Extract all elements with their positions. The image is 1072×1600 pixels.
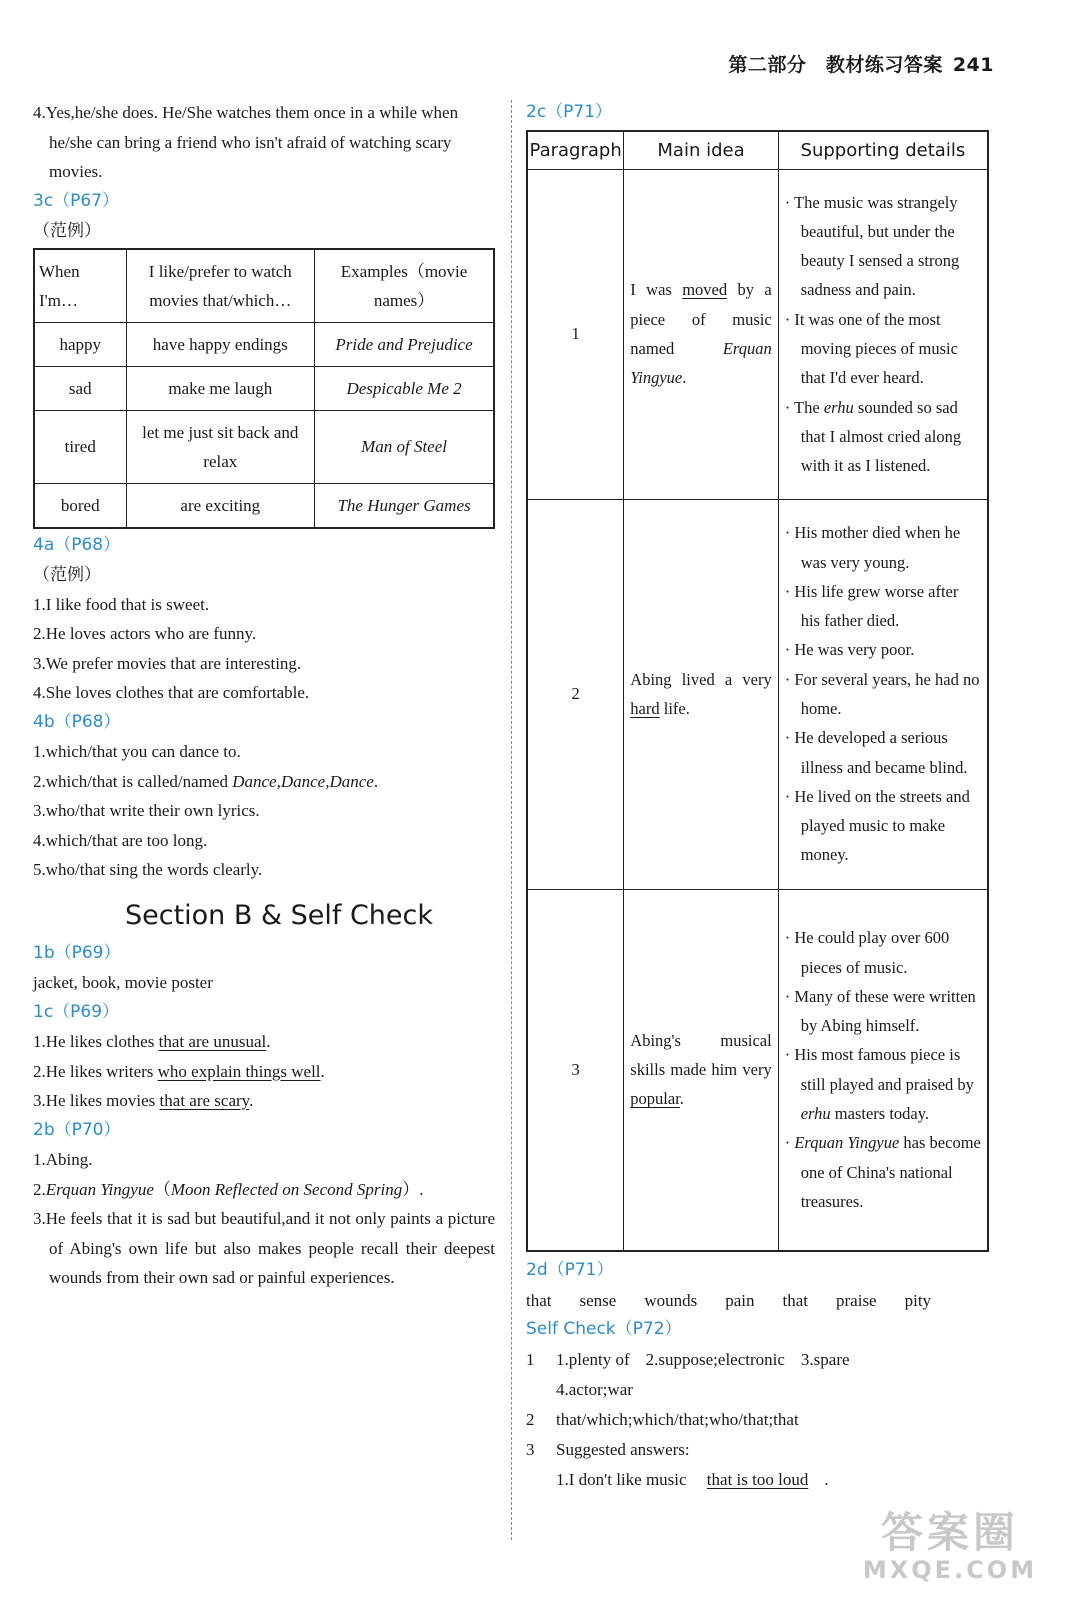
- text: ）.: [402, 1179, 424, 1199]
- text: .: [682, 368, 687, 388]
- table-cell: tired: [34, 410, 126, 483]
- list-item: [785, 393, 981, 481]
- text: The: [794, 397, 824, 417]
- table-row: [527, 889, 988, 1251]
- text: I was: [630, 280, 683, 300]
- italic-term: erhu: [823, 397, 854, 417]
- answer-4b-5: 5.who/that sing the words clearly.: [33, 860, 263, 879]
- watermark-bottom: MXQE.COM: [862, 1556, 1038, 1584]
- page-header: [728, 50, 994, 77]
- label-4a: 4a（P68）: [33, 534, 121, 555]
- text: .: [679, 1089, 684, 1109]
- suggested-answer-1: [556, 1465, 845, 1495]
- table-cell: bored: [34, 483, 126, 528]
- table-cell: [315, 483, 494, 528]
- answer-2b-1: 1.Abing.: [33, 1150, 93, 1169]
- underlined-text: that are scary: [159, 1091, 250, 1110]
- answer-2b-2: [33, 1175, 495, 1205]
- answer-4b-2: [33, 767, 495, 797]
- text: .: [320, 1061, 325, 1081]
- text: masters today.: [830, 1104, 930, 1124]
- column-divider: [511, 100, 512, 1540]
- list-item: · He was very poor.: [785, 635, 981, 664]
- answer-4a-3: 3.We prefer movies that are interesting.: [33, 653, 302, 673]
- table-cell: let me just sit back and relax: [126, 410, 315, 483]
- main-idea: [624, 169, 778, 499]
- self-check-3: [526, 1435, 989, 1495]
- table-row: [527, 169, 988, 499]
- self-check-1: [526, 1345, 989, 1405]
- suggested-answers-label: Suggested answers:: [556, 1439, 690, 1459]
- list-item: [785, 1040, 981, 1128]
- italic-title: Erquan Yingyue: [45, 1179, 154, 1199]
- header-title: 第二部分 教材练习答案: [728, 54, 943, 76]
- main-idea: [624, 499, 778, 889]
- details-list: [785, 518, 981, 870]
- paragraph-number: 1: [527, 169, 624, 499]
- text: 1.He likes clothes: [33, 1032, 159, 1051]
- text: sounded so sad that I almost cried along with it as I listened.: [800, 397, 962, 476]
- answer-1c-1: [33, 1027, 495, 1057]
- answer-2d: [526, 1286, 989, 1316]
- underlined-text: hard: [630, 699, 660, 718]
- answer-4a-1: 1.I like food that is sweet.: [33, 594, 210, 614]
- answer-4b-4: 4.which/that are too long.: [33, 830, 208, 850]
- text: 2.which/that is called/named: [33, 771, 233, 791]
- example-note: （范例）: [33, 221, 101, 240]
- italic-title: Erquan Yingyue: [630, 339, 772, 388]
- text: has become one of China's national treasures.: [800, 1133, 981, 1211]
- table-header-cell: Examples（movie names）: [315, 249, 494, 323]
- movie-title: Despicable Me 2: [346, 378, 462, 398]
- paragraph-number: 3: [527, 889, 624, 1251]
- table-header-cell: Main idea: [624, 131, 778, 170]
- answer-4: 4.Yes,he/she does. He/She watches them once in a while when he/she can bring a friend who isn't afraid of watching scary movies.: [33, 103, 459, 181]
- movie-title: Man of Steel: [361, 437, 447, 456]
- answer-1c-3: [33, 1086, 495, 1116]
- right-column: [526, 98, 989, 1495]
- answer-2b-3: 3.He feels that it is sad but beautiful,and it not only paints a picture of Abing's own life but also makes people recall their deepest wounds from their own sad or painful experiences.: [33, 1209, 495, 1287]
- movie-preference-table: [33, 248, 495, 529]
- text: His most famous piece is still played and praised by: [794, 1045, 974, 1094]
- table-row: [34, 366, 494, 410]
- table-header-row: [34, 249, 494, 323]
- word: pity: [904, 1290, 932, 1310]
- text: 2.: [33, 1179, 46, 1199]
- italic-title: Moon Reflected on Second Spring: [170, 1179, 403, 1199]
- word: sense: [579, 1290, 617, 1310]
- section-heading: Section B & Self Check: [124, 899, 434, 931]
- details-list: [785, 188, 981, 481]
- label-self-check: Self Check（P72）: [526, 1319, 682, 1339]
- table-cell: are exciting: [126, 483, 315, 528]
- supporting-details: [778, 499, 988, 889]
- table-row: [34, 410, 494, 483]
- text: .: [824, 1469, 829, 1489]
- table-cell: sad: [34, 366, 126, 410]
- list-item: · He lived on the streets and played music to make money.: [785, 782, 981, 870]
- item-number: 3: [526, 1439, 535, 1459]
- table-cell: [315, 322, 494, 366]
- label-2c: 2c（P71）: [526, 102, 613, 122]
- word: that: [526, 1290, 552, 1310]
- item-body: that/which;which/that;who/that;that: [556, 1409, 799, 1429]
- details-list: [785, 923, 981, 1216]
- supporting-details: [778, 889, 988, 1251]
- text: 2.He likes writers: [33, 1061, 158, 1081]
- italic-title: Erquan Yingyue: [794, 1133, 900, 1153]
- text: （: [153, 1179, 171, 1199]
- example-note: （范例）: [33, 565, 101, 584]
- underlined-text: popular: [630, 1089, 680, 1109]
- page-number: 241: [952, 54, 994, 76]
- word: pain: [725, 1290, 755, 1310]
- list-item: [785, 1128, 981, 1216]
- list-item: · His life grew worse after his father died.: [785, 577, 981, 636]
- italic-title: Dance,Dance,Dance: [232, 771, 374, 791]
- answer-part: 2.suppose;electronic: [645, 1349, 785, 1369]
- left-column: [33, 98, 495, 1293]
- label-2b: 2b（P70）: [33, 1119, 121, 1140]
- item-number: 1: [526, 1349, 535, 1369]
- item-number: 2: [526, 1409, 535, 1429]
- answer-part: 1.plenty of: [556, 1349, 630, 1369]
- list-item: · He developed a serious illness and became blind.: [785, 723, 981, 782]
- text: .: [266, 1032, 271, 1051]
- list-item: · He could play over 600 pieces of music.: [785, 923, 981, 982]
- underlined-text: who explain things well: [157, 1061, 321, 1081]
- table-row: [34, 322, 494, 366]
- list-item: · Many of these were written by Abing himself.: [785, 982, 981, 1041]
- underlined-text: that is too loud: [706, 1469, 809, 1489]
- label-3c: 3c（P67）: [33, 190, 120, 211]
- label-1b: 1b（P69）: [33, 942, 121, 963]
- table-row: [34, 483, 494, 528]
- table-cell: make me laugh: [126, 366, 315, 410]
- table-cell: happy: [34, 322, 126, 366]
- text: 3.He likes movies: [33, 1091, 160, 1110]
- answer-4a-2: 2.He loves actors who are funny.: [33, 624, 257, 643]
- movie-title: Pride and Prejudice: [335, 334, 473, 354]
- list-item: · It was one of the most moving pieces of music that I'd ever heard.: [785, 305, 981, 393]
- answer-1c-2: [33, 1057, 495, 1087]
- table-header-cell: I like/prefer to watch movies that/which…: [126, 249, 315, 323]
- underlined-text: that are unusual: [158, 1032, 267, 1051]
- list-item: · The music was strangely beautiful, but under the beauty I sensed a strong sadness and pain.: [785, 188, 981, 305]
- item-body: [556, 1435, 845, 1495]
- text: 1.I don't like music: [556, 1469, 691, 1489]
- label-1c: 1c（P69）: [33, 1001, 120, 1022]
- table-cell: have happy endings: [126, 322, 315, 366]
- italic-term: erhu: [800, 1104, 831, 1124]
- text: life.: [659, 699, 690, 718]
- table-cell: [315, 410, 494, 483]
- table-header-cell: When I'm…: [34, 249, 126, 323]
- table-header-cell: Supporting details: [778, 131, 988, 170]
- list-item: · His mother died when he was very young.: [785, 518, 981, 577]
- answer-4b-3: 3.who/that write their own lyrics.: [33, 801, 260, 820]
- table-header-row: [527, 131, 988, 170]
- item-body: [556, 1345, 866, 1405]
- word: wounds: [644, 1290, 698, 1310]
- paragraph-number: 2: [527, 499, 624, 889]
- underlined-text: moved: [682, 280, 728, 300]
- word: praise: [836, 1290, 877, 1310]
- text: by a piece of music named: [630, 280, 772, 358]
- label-2d: 2d（P71）: [526, 1260, 614, 1280]
- text: Abing's musical skills made him very: [630, 1030, 772, 1080]
- table-header-cell: Paragraph: [527, 131, 624, 170]
- answer-4b-1: 1.which/that you can dance to.: [33, 742, 241, 761]
- text: .: [249, 1091, 254, 1110]
- watermark-top: 答案圈: [880, 1508, 1019, 1557]
- paragraph-analysis-table: [526, 130, 989, 1253]
- answer-4a-4: 4.She loves clothes that are comfortable.: [33, 683, 310, 702]
- main-idea: [624, 889, 778, 1251]
- text: .: [373, 771, 379, 791]
- text: Abing lived a very: [630, 669, 772, 689]
- answer-part: 4.actor;war: [556, 1379, 633, 1399]
- list-item: · For several years, he had no home.: [785, 665, 981, 724]
- movie-title: The Hunger Games: [337, 495, 471, 515]
- table-cell: [315, 366, 494, 410]
- supporting-details: [778, 169, 988, 499]
- self-check-2: [526, 1405, 989, 1435]
- word: that: [782, 1290, 809, 1310]
- answer-1b: jacket, book, movie poster: [33, 973, 213, 992]
- table-row: [527, 499, 988, 889]
- watermark-logo: [850, 1510, 1050, 1590]
- label-4b: 4b（P68）: [33, 711, 121, 732]
- answer-part: 3.spare: [800, 1349, 850, 1369]
